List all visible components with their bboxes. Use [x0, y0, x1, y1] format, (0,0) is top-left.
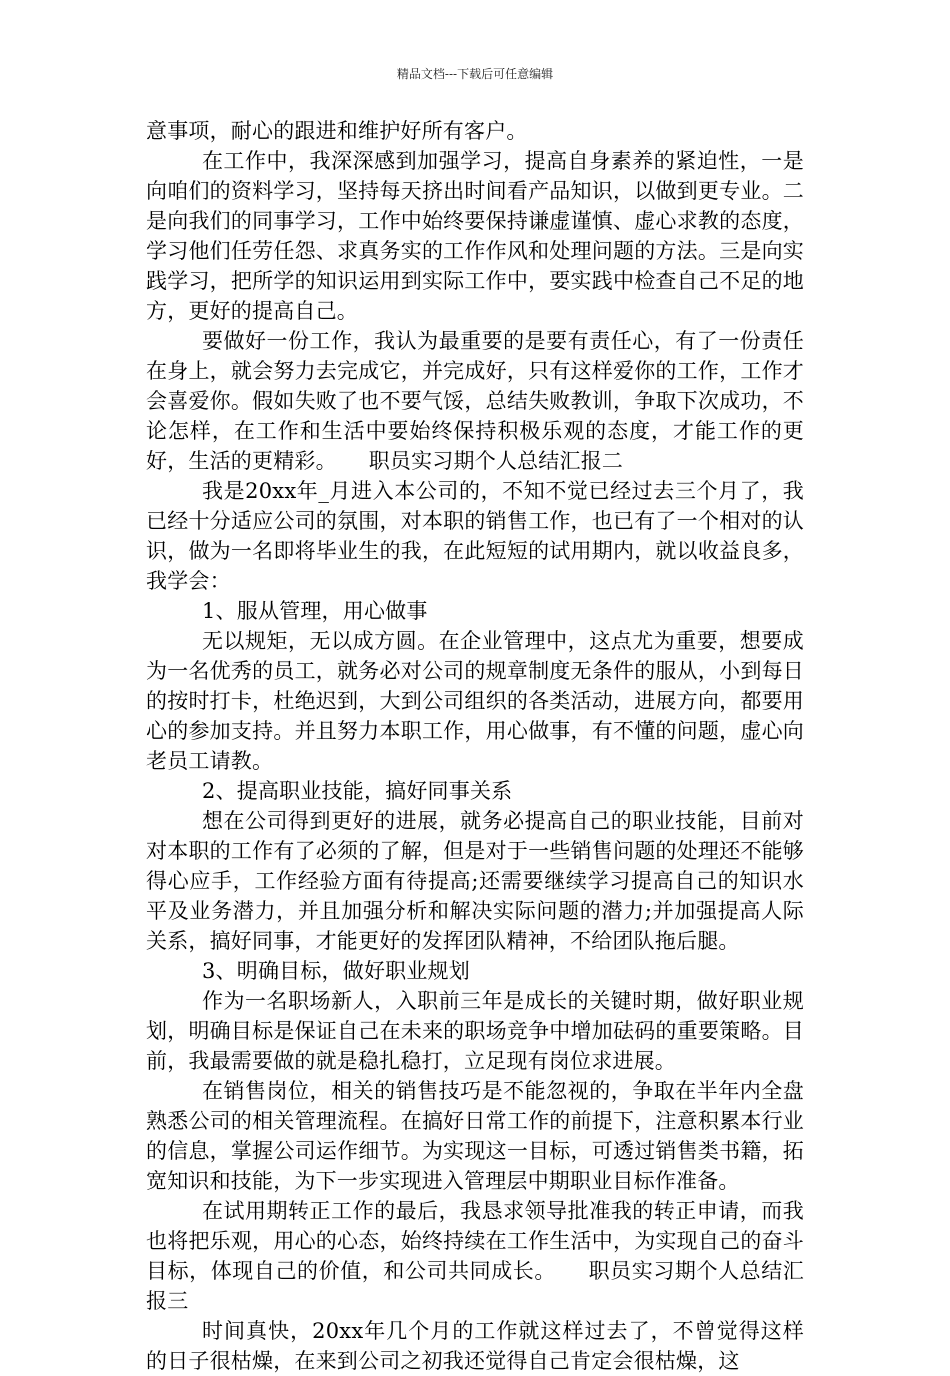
paragraph: 在销售岗位，相关的销售技巧是不能忽视的，争取在半年内全盘熟悉公司的相关管理流程。在搞好日常工作的前提下，注意积累本行业的信息，掌握公司运作细节。为实现这一目标，可透过销售类书籍，拓宽知识和技能，为下一步实现进入管理层中期职业目标作准备。: [146, 1079, 804, 1193]
document-body: [146, 116, 804, 1376]
paragraph: 想在公司得到更好的进展，就务必提高自己的职业技能，目前对对本职的工作有了必须的了解，但是对于一些销售问题的处理还不能够得心应手，工作经验方面有待提高;还需要继续学习提高自己的知识水平及业务潜力，并且加强分析和解决实际问题的潜力;并加强提高人际关系，搞好同事，才能更好的发挥团队精神，不给团队拖后腿。: [146, 809, 804, 953]
paragraph: 在试用期转正工作的最后，我恳求领导批准我的转正申请，而我也将把乐观，用心的心态，始终持续在工作生活中，为实现自己的奋斗目标，体现自己的价值，和公司共同成长。 职员实习期个人总结汇报三: [146, 1199, 804, 1313]
paragraph: 时间真快，20xx年几个月的工作就这样过去了，不曾觉得这样的日子很枯燥，在来到公司之初我还觉得自己肯定会很枯燥，这: [146, 1319, 804, 1373]
paragraph: 要做好一份工作，我认为最重要的是要有责任心，有了一份责任在身上，就会努力去完成它，并完成好，只有这样爱你的工作，工作才会喜爱你。假如失败了也不要气馁，总结失败教训，争取下次成功，不论怎样，在工作和生活中要始终保持积极乐观的态度，才能工作的更好，生活的更精彩。 职员实习期个人总结汇报二: [146, 329, 804, 473]
section-heading: 2、提高职业技能，搞好同事关系: [202, 779, 513, 803]
paragraph: 在工作中，我深深感到加强学习，提高自身素养的紧迫性，一是向咱们的资料学习，坚持每天挤出时间看产品知识，以做到更专业。二是向我们的同事学习，工作中始终要保持谦虚谨慎、虚心求教的态度，学习他们任劳任怨、求真务实的工作作风和处理问题的方法。三是向实践学习，把所学的知识运用到实际工作中，要实践中检查自己不足的地方，更好的提高自己。: [146, 149, 804, 323]
paragraph: 无以规矩，无以成方圆。在企业管理中，这点尤为重要，想要成为一名优秀的员工，就务必对公司的规章制度无条件的服从，小到每日的按时打卡，杜绝迟到，大到公司组织的各类活动，进展方向，都要用心的参加支持。并且努力本职工作，用心做事，有不懂的问题，虚心向老员工请教。: [146, 629, 804, 773]
section-heading: 3、明确目标，做好职业规划: [202, 959, 470, 983]
paragraph: 我是20xx年_月进入本公司的，不知不觉已经过去三个月了，我已经十分适应公司的氛围，对本职的销售工作，也已有了一个相对的认识，做为一名即将毕业生的我，在此短短的试用期内，就以收益良多，我学会：: [146, 479, 804, 593]
paragraph: 意事项，耐心的跟进和维护好所有客户。: [146, 119, 528, 143]
section-heading: 1、服从管理，用心做事: [202, 599, 428, 623]
page-header: 精品文档---下载后可任意编辑: [396, 67, 554, 81]
paragraph: 作为一名职场新人，入职前三年是成长的关键时期，做好职业规划，明确目标是保证自己在未来的职场竞争中增加砝码的重要策略。目前，我最需要做的就是稳扎稳打，立足现有岗位求进展。: [146, 989, 804, 1073]
